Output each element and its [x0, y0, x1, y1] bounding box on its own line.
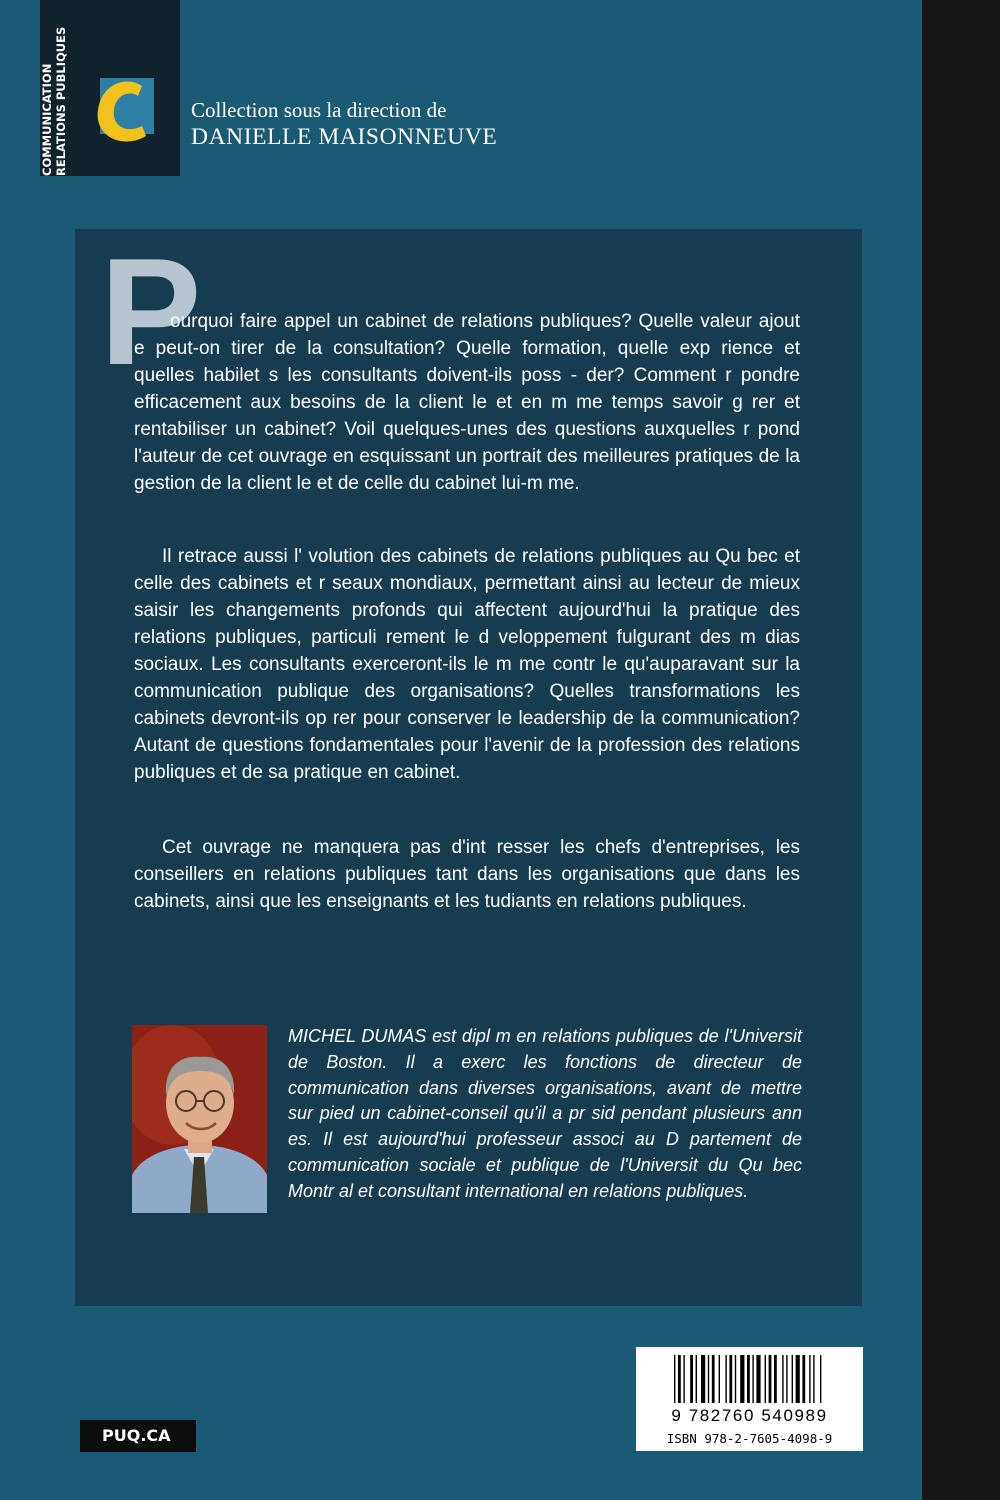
series-vertical-title: [40, 140, 68, 176]
author-bio: MICHEL DUMAS est dipl m en relations publiques de l'Universit de Boston. Il a exerc les fonctions de directeur de communication dans diverses organisations, avant de mettre sur pied un cabinet-conseil qu'il a pr sid pendant plusieurs ann es. Il est aujourd'hui professeur associ au D partement de communication sociale et publique de l'Universit du Qu bec Montr al et consultant international en relations publiques.: [288, 1026, 802, 1201]
blurb-paragraph-1-text: ourquoi faire appel un cabinet de relations publiques? Quelle valeur ajout e peut-on tirer de la consultation? Quelle formation, quelle exp rience et quelles habilet s les consultants doivent-ils poss - der? Comment r pondre efficacement aux besoins de la client le et en m me temps savoir g rer et rentabiliser un cabinet? Voil quelques-unes des questions auxquelles r pond l'auteur de cet ouvrage en esquissant un portrait des meilleures pratiques de la gestion de la client le et de celle du cabinet lui-m me.: [134, 311, 800, 494]
series-line-communication: [40, 140, 54, 176]
barcode-bar: [796, 1355, 800, 1403]
barcode-bar: [701, 1355, 705, 1403]
publisher-website-label: PUQ.CA: [80, 1420, 196, 1452]
barcode-bar: [765, 1355, 766, 1403]
barcode-bar: [813, 1355, 814, 1403]
drop-cap: P: [100, 227, 202, 397]
blurb-paragraph-2: Il retrace aussi l' volution des cabinets de relations publiques au Qu bec et celle des cabinets et r seaux mondiaux, permettant ainsi au lecteur de mieux saisir les changements profonds qui affectent aujourd'hui la pratique des relations publiques, particuli rement le d veloppement fulgurant des m dias sociaux. Les consultants exerceront-ils le m me contr le qu'auparavant sur la communication publique des organisations? Quelles transformations les cabinets devront-ils op rer pour conserver le leadership de la communication? Autant de questions fondamentales pour l'avenir de la profession des relations publiques et de sa pratique en cabinet.: [134, 546, 800, 783]
barcode-bar: [719, 1355, 720, 1403]
barcode-bar: [690, 1355, 693, 1403]
cover-spine-edge: [922, 0, 1000, 1500]
barcode-bar: [729, 1355, 732, 1403]
barcode-digits: 9 782760 540989: [671, 1406, 828, 1425]
barcode-bar: [782, 1355, 783, 1403]
barcode-bar: [769, 1355, 772, 1403]
barcode-bar: [683, 1355, 684, 1403]
barcode-bar: [674, 1355, 675, 1403]
barcode-bar: [756, 1355, 760, 1403]
collection-label: Collection sous la direction de: [191, 98, 447, 122]
barcode-bar: [712, 1355, 715, 1403]
blurb-paragraph-1: [134, 308, 800, 497]
barcode-bar: [786, 1355, 787, 1403]
barcode-bar: [747, 1355, 750, 1403]
isbn-barcode: [636, 1347, 863, 1451]
barcode-bar: [708, 1355, 709, 1403]
collection-director: DANIELLE MAISONNEUVE: [191, 124, 498, 150]
barcode-bar: [802, 1355, 805, 1403]
barcode-bar: [752, 1355, 753, 1403]
barcode-bar: [820, 1355, 821, 1403]
barcode-bar: [774, 1355, 777, 1403]
isbn-number: ISBN 978-2-7605-4098-9: [666, 1431, 833, 1446]
barcode-bar: [696, 1355, 697, 1403]
series-line-relations-publiques: [54, 140, 68, 176]
barcode-bar: [678, 1355, 681, 1403]
author-portrait-illustration: [132, 1025, 267, 1213]
barcode-bar: [735, 1355, 736, 1403]
barcode-bar: [740, 1355, 744, 1403]
barcode-bar: [725, 1355, 726, 1403]
author-photo: [132, 1025, 267, 1213]
barcode-bar: [792, 1355, 793, 1403]
blurb-paragraph-3: Cet ouvrage ne manquera pas d'int resser les chefs d'entreprises, les conseillers en relations publiques tant dans les organisations que dans les cabinets, ainsi que les enseignants et les tudiants en relations publiques.: [134, 837, 800, 912]
barcode-bar: [809, 1355, 810, 1403]
collection-logo-icon: [92, 74, 158, 146]
barcode-bars: [642, 1355, 857, 1409]
